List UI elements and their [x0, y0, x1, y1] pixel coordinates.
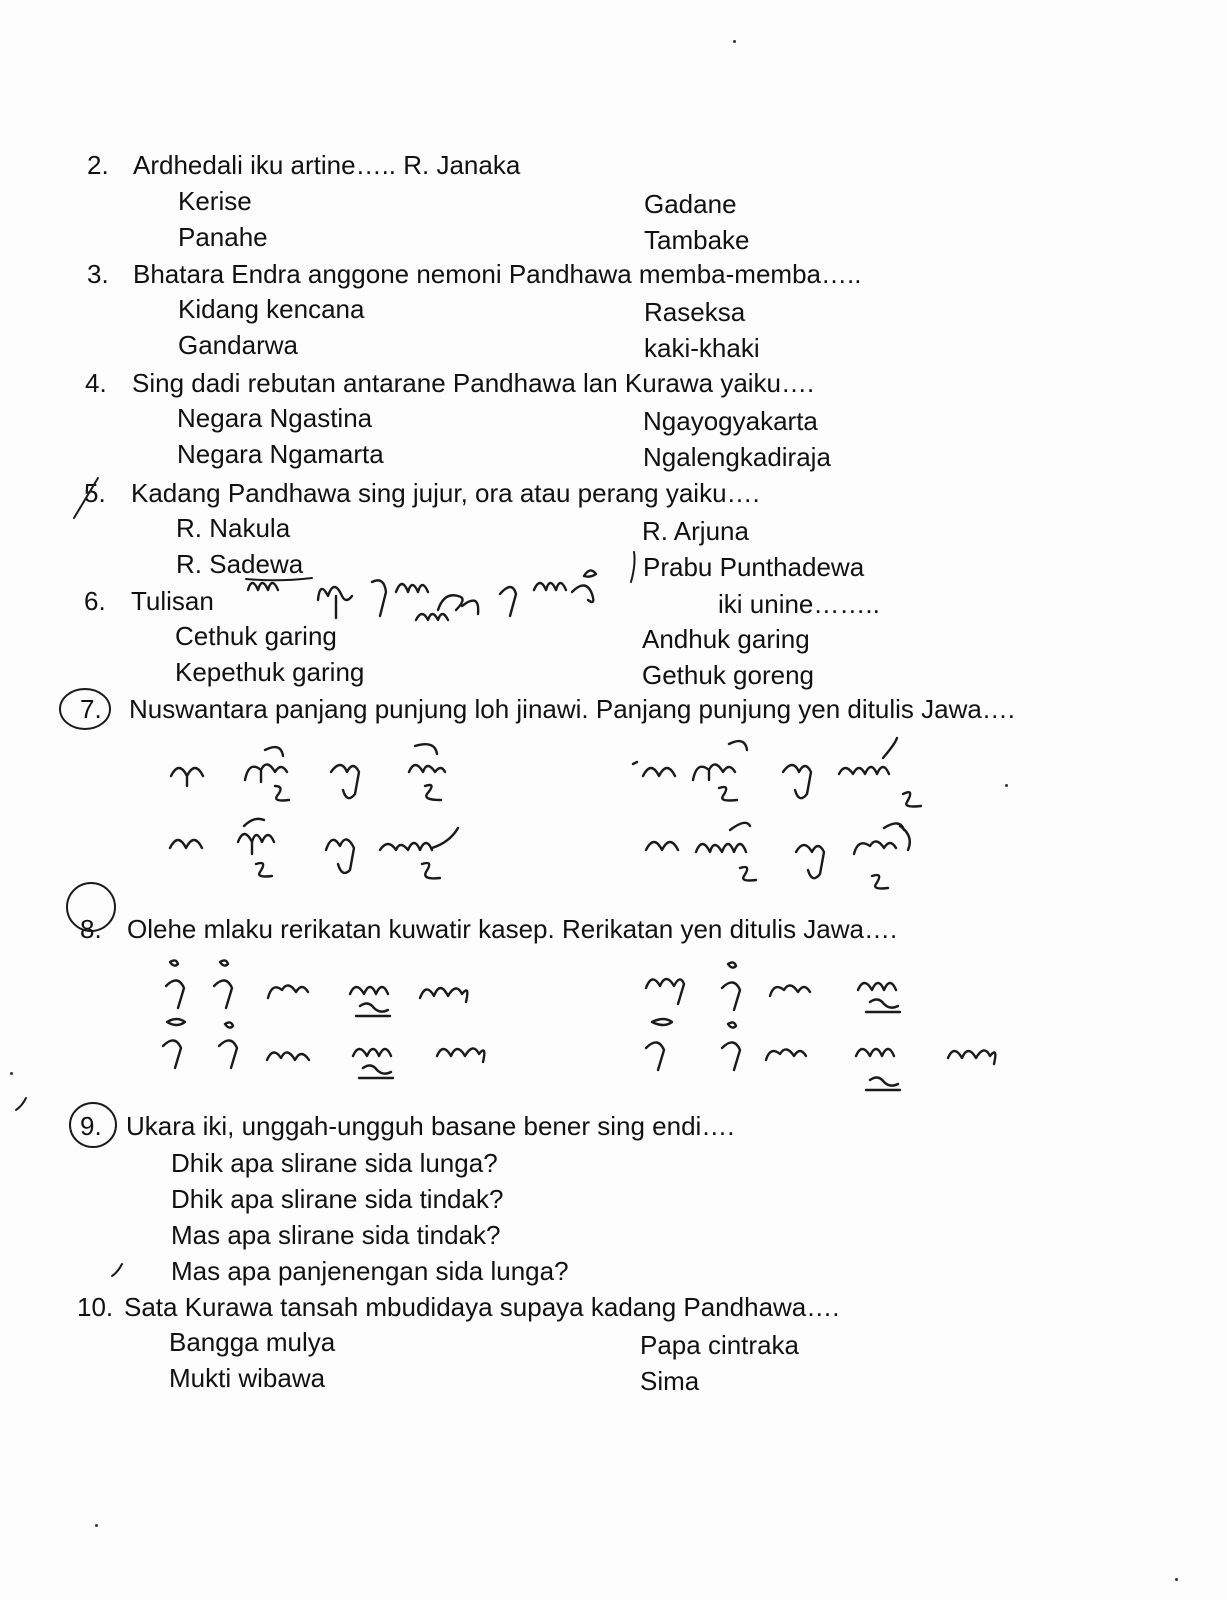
q3-option-c: Raseksa — [644, 297, 746, 327]
q4-option-d: Ngalengkadiraja — [643, 442, 831, 472]
q9-option-c: Mas apa slirane sida tindak? — [171, 1220, 501, 1250]
q5-option-d: Prabu Punthadewa — [643, 552, 865, 582]
q7-text: Nuswantara panjang punjung loh jinawi. Panjang punjung yen ditulis Jawa…. — [129, 694, 1016, 724]
q6-number: 6. — [84, 586, 106, 616]
q8-option-d-script — [638, 1016, 1038, 1116]
q9-option-a: Dhik apa slirane sida lunga? — [171, 1148, 498, 1178]
q2-option-d: Tambake — [644, 225, 750, 255]
scan-stroke — [110, 1262, 124, 1278]
q4-option-a: Negara Ngastina — [177, 403, 373, 433]
scan-stroke — [14, 1096, 28, 1112]
scan-speck — [1005, 784, 1008, 787]
q2-text: Ardhedali iku artine….. R. Janaka — [133, 150, 521, 180]
scan-speck — [95, 1524, 98, 1527]
q7-option-d-script — [638, 806, 958, 906]
q6-option-d: Gethuk goreng — [642, 660, 815, 690]
q4-text: Sing dadi rebutan antarane Pandhawa lan Kurawa yaiku…. — [132, 368, 815, 398]
q5-strike-mark — [70, 474, 104, 522]
q6-option-a: Cethuk garing — [175, 621, 337, 651]
q10-option-d: Sima — [640, 1366, 700, 1396]
q9-option-d: Mas apa panjenengan sida lunga? — [171, 1256, 569, 1286]
q3-text: Bhatara Endra anggone nemoni Pandhawa memba-memba….. — [133, 259, 862, 289]
q3-option-a: Kidang kencana — [178, 294, 365, 324]
q2-option-c: Gadane — [644, 189, 737, 219]
q3-number: 3. — [87, 259, 109, 289]
q7-number: 7. — [80, 694, 102, 724]
q9-text: Ukara iki, unggah-ungguh basane bener sing endi…. — [126, 1111, 735, 1141]
q9-number: 9. — [80, 1111, 102, 1141]
q8-number: 8. — [80, 914, 102, 944]
q7-option-a-script — [165, 742, 475, 817]
q3-option-b: Gandarwa — [178, 330, 298, 360]
q5-option-a: R. Nakula — [176, 513, 291, 543]
q5-text: Kadang Pandhawa sing jujur, ora atau perang yaiku…. — [131, 478, 760, 508]
q2-option-b: Panahe — [178, 222, 268, 252]
scan-speck — [10, 1072, 13, 1075]
q8-text: Olehe mlaku rerikatan kuwatir kasep. Rerikatan yen ditulis Jawa…. — [127, 914, 898, 944]
q6-option-c: Andhuk garing — [642, 624, 810, 654]
q5-option-b: R. Sadewa — [176, 549, 304, 579]
scan-speck — [1175, 1578, 1178, 1581]
scan-speck — [733, 40, 736, 43]
q6-text-after: iki unine…….. — [718, 589, 880, 619]
q4-number: 4. — [85, 368, 107, 398]
q9-option-b: Dhik apa slirane sida tindak? — [171, 1184, 504, 1214]
q8-option-b-script — [155, 1016, 525, 1096]
q4-option-c: Ngayogyakarta — [643, 406, 818, 436]
q7-option-c-script — [633, 722, 973, 817]
q2-number: 2. — [87, 150, 109, 180]
q10-option-c: Papa cintraka — [640, 1330, 799, 1360]
q4-option-b: Negara Ngamarta — [177, 439, 384, 469]
q2-option-a: Kerise — [178, 186, 252, 216]
q5-option-c: R. Arjuna — [642, 516, 749, 546]
q6-option-b: Kepethuk garing — [175, 657, 365, 687]
q10-option-b: Mukti wibawa — [169, 1363, 326, 1393]
q5-number: 5. — [84, 478, 106, 508]
q10-option-a: Bangga mulya — [169, 1327, 336, 1357]
q3-option-d: kaki-khaki — [644, 333, 760, 363]
q6-text-before: Tulisan — [131, 586, 214, 616]
q7-option-b-script — [160, 812, 490, 897]
q10-text: Sata Kurawa tansah mbudidaya supaya kadang Pandhawa…. — [124, 1292, 840, 1322]
q10-number: 10. — [77, 1292, 114, 1322]
